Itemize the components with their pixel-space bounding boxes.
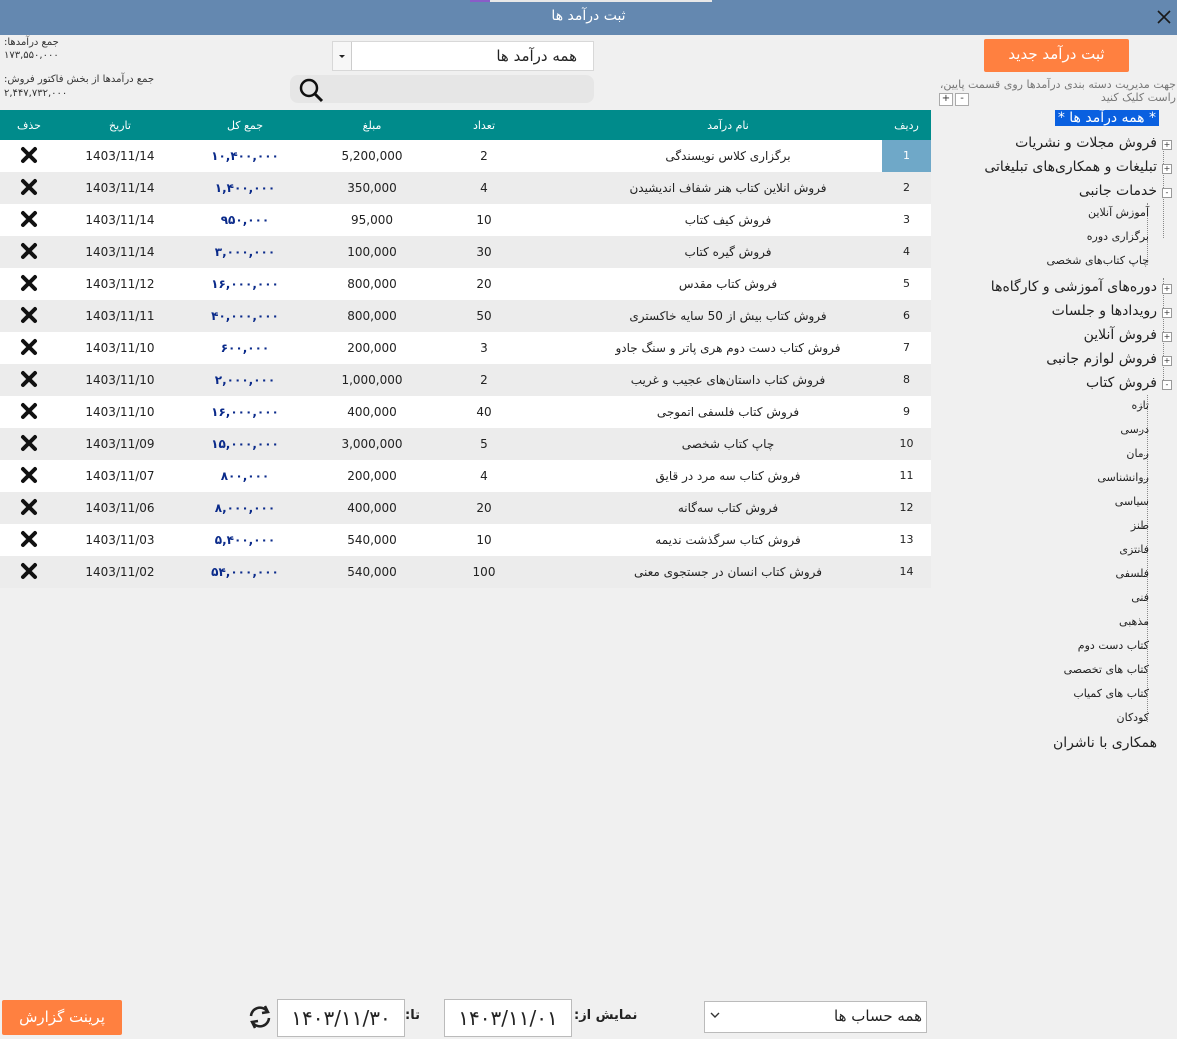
table-row[interactable] <box>0 524 931 556</box>
cell-name: برگزاری کلاس نویسندگی <box>665 149 791 163</box>
cell-total: ۸,۰۰۰,۰۰۰ <box>214 501 276 515</box>
tree-item-accessories[interactable]: فروش لوازم جانبی <box>1046 351 1157 367</box>
cell-amount: 200,000 <box>347 341 397 355</box>
cell-qty: 10 <box>476 213 492 227</box>
cell-qty: 5 <box>480 437 488 451</box>
cell-total: ۱۶,۰۰۰,۰۰۰ <box>211 405 279 419</box>
cell-qty: 30 <box>476 245 492 259</box>
category-select-value: همه درآمد ها <box>496 47 577 65</box>
cell-row: 8 <box>903 373 910 386</box>
table-row[interactable] <box>0 140 931 172</box>
invoice-income-value: ۲,۴۴۷,۷۳۲,۰۰۰ <box>4 88 68 99</box>
expand-icon[interactable]: + <box>1163 332 1171 341</box>
cell-row: 10 <box>899 437 914 450</box>
col-amount-header[interactable]: مبلغ <box>362 119 382 132</box>
tree-connector <box>1139 479 1147 480</box>
cell-amount: 540,000 <box>347 565 397 579</box>
tree-item-book-category[interactable]: روانشناسی <box>1097 471 1149 484</box>
tree-connector <box>1139 575 1147 576</box>
collapse-all-button[interactable]: - <box>955 93 969 106</box>
tree-item-online-sales[interactable]: فروش آنلاین <box>1083 327 1157 343</box>
tree-item-book-category[interactable]: فانتزی <box>1119 543 1149 556</box>
cell-date: 1403/11/14 <box>85 245 155 259</box>
tree-connector <box>1139 455 1147 456</box>
title-accent <box>470 0 490 2</box>
cell-total: ۴۰,۰۰۰,۰۰۰ <box>211 309 279 323</box>
cell-row: 5 <box>903 277 910 290</box>
cell-amount: 400,000 <box>347 501 397 515</box>
cell-qty: 20 <box>476 501 492 515</box>
cell-total: ۵۴,۰۰۰,۰۰۰ <box>211 565 279 579</box>
table-row[interactable] <box>0 300 931 332</box>
cell-row: 11 <box>899 469 914 482</box>
cell-date: 1403/11/02 <box>85 565 155 579</box>
income-table <box>0 110 931 1000</box>
chevron-down-icon[interactable] <box>709 1009 721 1021</box>
expand-icon[interactable]: + <box>1163 308 1171 317</box>
cell-name: فروش کتاب مقدس <box>678 277 778 291</box>
col-delete-header[interactable]: حذف <box>17 119 41 132</box>
cell-total: ۳,۰۰۰,۰۰۰ <box>214 245 276 259</box>
table-header <box>0 110 931 140</box>
table-row[interactable] <box>0 460 931 492</box>
col-total-header[interactable]: جمع کل <box>226 119 264 132</box>
cell-row: 1 <box>903 149 910 162</box>
delete-icon[interactable] <box>12 466 46 487</box>
cell-qty: 4 <box>480 181 488 195</box>
tree-connector <box>1139 599 1147 600</box>
cell-amount: 800,000 <box>347 277 397 291</box>
table-row[interactable] <box>0 236 931 268</box>
table-row[interactable] <box>0 204 931 236</box>
cell-qty: 2 <box>480 373 488 387</box>
expand-icon[interactable]: + <box>1163 164 1171 173</box>
cell-qty: 100 <box>472 565 496 579</box>
cell-qty: 2 <box>480 149 488 163</box>
tree-item-services[interactable]: خدمات جانبی <box>1078 183 1157 199</box>
category-tree <box>936 108 1177 758</box>
delete-icon[interactable] <box>12 306 46 327</box>
tree-item-online-training[interactable]: آموزش آنلاین <box>1088 206 1149 219</box>
expand-icon[interactable]: + <box>1163 140 1171 149</box>
col-date-header[interactable]: تاریخ <box>109 119 131 132</box>
cell-date: 1403/11/09 <box>85 437 155 451</box>
search-box[interactable] <box>290 75 594 103</box>
from-date-field[interactable]: ۱۴۰۳/۱۱/۰۱ <box>444 999 572 1037</box>
collapse-icon[interactable]: - <box>1162 380 1172 390</box>
cell-total: ۱۶,۰۰۰,۰۰۰ <box>211 277 279 291</box>
delete-icon[interactable] <box>12 338 46 359</box>
tree-item-book-category[interactable]: کودکان <box>1116 711 1149 724</box>
cell-name: فروش گیره کتاب <box>684 245 772 259</box>
cell-name: فروش کیف کتاب <box>684 213 772 227</box>
table-row[interactable] <box>0 172 931 204</box>
cell-amount: 800,000 <box>347 309 397 323</box>
tree-item-magazines[interactable]: فروش مجلات و نشریات <box>1015 135 1157 151</box>
cell-row: 7 <box>903 341 910 354</box>
cell-name: فروش کتاب سه‌گانه <box>677 501 779 515</box>
tree-connector <box>1139 695 1147 696</box>
table-row[interactable] <box>0 492 931 524</box>
new-income-button[interactable]: ثبت درآمد جدید <box>984 39 1129 72</box>
cell-date: 1403/11/10 <box>85 405 155 419</box>
tree-connector <box>1139 407 1147 408</box>
cell-date: 1403/11/14 <box>85 213 155 227</box>
invoice-income-label: جمع درآمدها از بخش فاکتور فروش: <box>4 74 155 85</box>
cell-amount: 540,000 <box>347 533 397 547</box>
table-row[interactable] <box>0 556 931 588</box>
table-row[interactable] <box>0 364 931 396</box>
cell-amount: 100,000 <box>347 245 397 259</box>
delete-icon[interactable] <box>12 402 46 423</box>
cell-name: فروش کتاب فلسفی اتموجی <box>656 405 800 419</box>
cell-row: 13 <box>899 533 914 546</box>
cell-name: فروش کتاب داستان‌های عجیب و غریب <box>630 373 826 387</box>
cell-date: 1403/11/12 <box>85 277 155 291</box>
tree-item-course[interactable]: برگزاری دوره <box>1086 230 1149 243</box>
to-date-label: تا: <box>405 1008 420 1023</box>
col-name-header[interactable]: نام درآمد <box>707 119 749 132</box>
print-report-button[interactable]: پرینت گزارش <box>2 1000 122 1035</box>
tree-item-book-category[interactable]: طنز <box>1130 519 1149 532</box>
table-row[interactable] <box>0 396 931 428</box>
cell-name: فروش کتاب بیش از 50 سایه خاکستری <box>629 309 827 323</box>
cell-total: ۱۵,۰۰۰,۰۰۰ <box>211 437 279 451</box>
collapse-icon[interactable]: - <box>1162 188 1172 198</box>
tree-connector <box>1139 527 1147 528</box>
delete-icon[interactable] <box>12 498 46 519</box>
total-income-label: جمع درآمدها: <box>4 37 59 48</box>
cell-date: 1403/11/10 <box>85 373 155 387</box>
tree-item-workshops[interactable]: دوره‌های آموزشی و کارگاه‌ها <box>990 279 1157 295</box>
cell-date: 1403/11/07 <box>85 469 155 483</box>
tree-item-events[interactable]: رویدادها و جلسات <box>1051 303 1157 319</box>
tree-item-publishers[interactable]: همکاری با ناشران <box>1052 735 1157 751</box>
cell-date: 1403/11/14 <box>85 181 155 195</box>
cell-total: ۶۰۰,۰۰۰ <box>220 341 270 355</box>
cell-amount: 200,000 <box>347 469 397 483</box>
tree-item-book-sales[interactable]: فروش کتاب <box>1085 375 1157 391</box>
tree-item-book-category[interactable]: سیاسی <box>1114 495 1149 508</box>
tree-item-book-category[interactable]: فلسفی <box>1115 567 1149 580</box>
cell-total: ۱,۴۰۰,۰۰۰ <box>214 181 276 195</box>
cell-amount: 400,000 <box>347 405 397 419</box>
cell-row: 3 <box>903 213 910 226</box>
table-row[interactable] <box>0 332 931 364</box>
expand-icon[interactable]: + <box>1163 284 1171 293</box>
search-input[interactable] <box>330 77 590 101</box>
cell-total: ۹۵۰,۰۰۰ <box>220 213 270 227</box>
cell-name: چاپ کتاب شخصی <box>681 437 775 451</box>
refresh-icon[interactable] <box>246 1003 274 1031</box>
cell-date: 1403/11/14 <box>85 149 155 163</box>
tree-connector <box>1139 551 1147 552</box>
account-select-value: همه حساب ها <box>834 1007 922 1025</box>
cell-name: فروش کتاب انسان در جستجوی معنی <box>633 565 823 579</box>
tree-item-book-category[interactable]: تازه <box>1131 399 1149 412</box>
account-select[interactable] <box>704 1001 927 1033</box>
cell-name: فروش کتاب سرگذشت ندیمه <box>655 533 801 547</box>
tree-item-book-category[interactable]: کتاب دست دوم <box>1077 639 1149 652</box>
cell-total: ۱۰,۴۰۰,۰۰۰ <box>211 149 279 163</box>
delete-icon[interactable] <box>12 178 46 199</box>
dropdown-arrow-icon[interactable] <box>333 42 352 70</box>
tree-item-book-category[interactable]: کتاب های کمیاب <box>1073 687 1149 700</box>
cell-amount: 95,000 <box>351 213 393 227</box>
tree-connector <box>1139 647 1147 648</box>
cell-row: 6 <box>903 309 910 322</box>
delete-icon[interactable] <box>12 562 46 583</box>
tree-connector <box>1139 431 1147 432</box>
cell-row: 2 <box>903 181 910 194</box>
expand-all-button[interactable]: + <box>939 93 953 106</box>
cell-qty: 50 <box>476 309 492 323</box>
tree-item-ads[interactable]: تبلیغات و همکاری‌های تبلیغاتی <box>984 159 1157 175</box>
search-icon[interactable] <box>296 77 326 103</box>
tree-item-book-category[interactable]: درسی <box>1120 423 1149 436</box>
cell-date: 1403/11/06 <box>85 501 155 515</box>
tree-item-book-category[interactable]: رمان <box>1126 447 1149 460</box>
delete-icon[interactable] <box>12 530 46 551</box>
cell-row: 9 <box>903 405 910 418</box>
cell-amount: 3,000,000 <box>341 437 403 451</box>
tree-item-personal-print[interactable]: چاپ کتاب‌های شخصی <box>1046 254 1149 267</box>
delete-icon[interactable] <box>12 274 46 295</box>
cell-date: 1403/11/11 <box>85 309 155 323</box>
cell-qty: 4 <box>480 469 488 483</box>
table-row[interactable] <box>0 268 931 300</box>
cell-amount: 1,000,000 <box>341 373 403 387</box>
tree-connector <box>1139 623 1147 624</box>
col-row-header[interactable]: ردیف <box>894 119 919 132</box>
cell-total: ۵,۴۰۰,۰۰۰ <box>214 533 276 547</box>
cell-total: ۲,۰۰۰,۰۰۰ <box>214 373 276 387</box>
cell-amount: 5,200,000 <box>341 149 403 163</box>
total-income-value: ۱۷۳,۵۵۰,۰۰۰ <box>4 50 59 61</box>
title-bar <box>0 0 1177 35</box>
tree-item-book-category[interactable]: کتاب های تخصصی <box>1063 663 1149 676</box>
tree-item-book-category[interactable]: مذهبی <box>1119 615 1149 628</box>
cell-row: 4 <box>903 245 910 258</box>
cell-row: 12 <box>899 501 914 514</box>
tree-item-book-category[interactable]: فنی <box>1131 591 1149 604</box>
expand-icon[interactable]: + <box>1163 356 1171 365</box>
close-icon[interactable] <box>1156 9 1172 25</box>
cell-name: فروش کتاب سه مرد در قایق <box>655 469 801 483</box>
to-date-field[interactable]: ۱۴۰۳/۱۱/۳۰ <box>277 999 405 1037</box>
cell-total: ۸۰۰,۰۰۰ <box>220 469 270 483</box>
col-qty-header[interactable]: تعداد <box>472 119 496 132</box>
tree-connector <box>1139 719 1147 720</box>
cell-qty: 3 <box>480 341 488 355</box>
cell-qty: 40 <box>476 405 492 419</box>
cell-date: 1403/11/10 <box>85 341 155 355</box>
delete-icon[interactable] <box>12 370 46 391</box>
cell-amount: 350,000 <box>347 181 397 195</box>
title-accent <box>490 0 712 2</box>
delete-icon[interactable] <box>12 146 46 167</box>
delete-icon[interactable] <box>12 210 46 231</box>
cell-qty: 20 <box>476 277 492 291</box>
category-hint: جهت مدیریت دسته بندی درآمدها روی قسمت پایین، راست کلیک کنید <box>939 78 1176 104</box>
tree-connector <box>1139 671 1147 672</box>
cell-row: 14 <box>899 565 914 578</box>
tree-connector <box>1139 503 1147 504</box>
cell-date: 1403/11/03 <box>85 533 155 547</box>
table-row[interactable] <box>0 428 931 460</box>
delete-icon[interactable] <box>12 434 46 455</box>
category-select[interactable] <box>332 41 594 71</box>
cell-name: فروش کتاب دست دوم هری پاتر و سنگ جادو <box>615 341 841 355</box>
cell-name: فروش انلاین کتاب هنر شفاف اندیشیدن <box>629 181 827 195</box>
delete-icon[interactable] <box>12 242 46 263</box>
from-date-label: نمایش از: <box>574 1008 638 1023</box>
cell-qty: 10 <box>476 533 492 547</box>
window-title: ثبت درآمد ها <box>551 8 626 24</box>
tree-item-all[interactable]: * همه درآمد ها * <box>1055 110 1159 126</box>
